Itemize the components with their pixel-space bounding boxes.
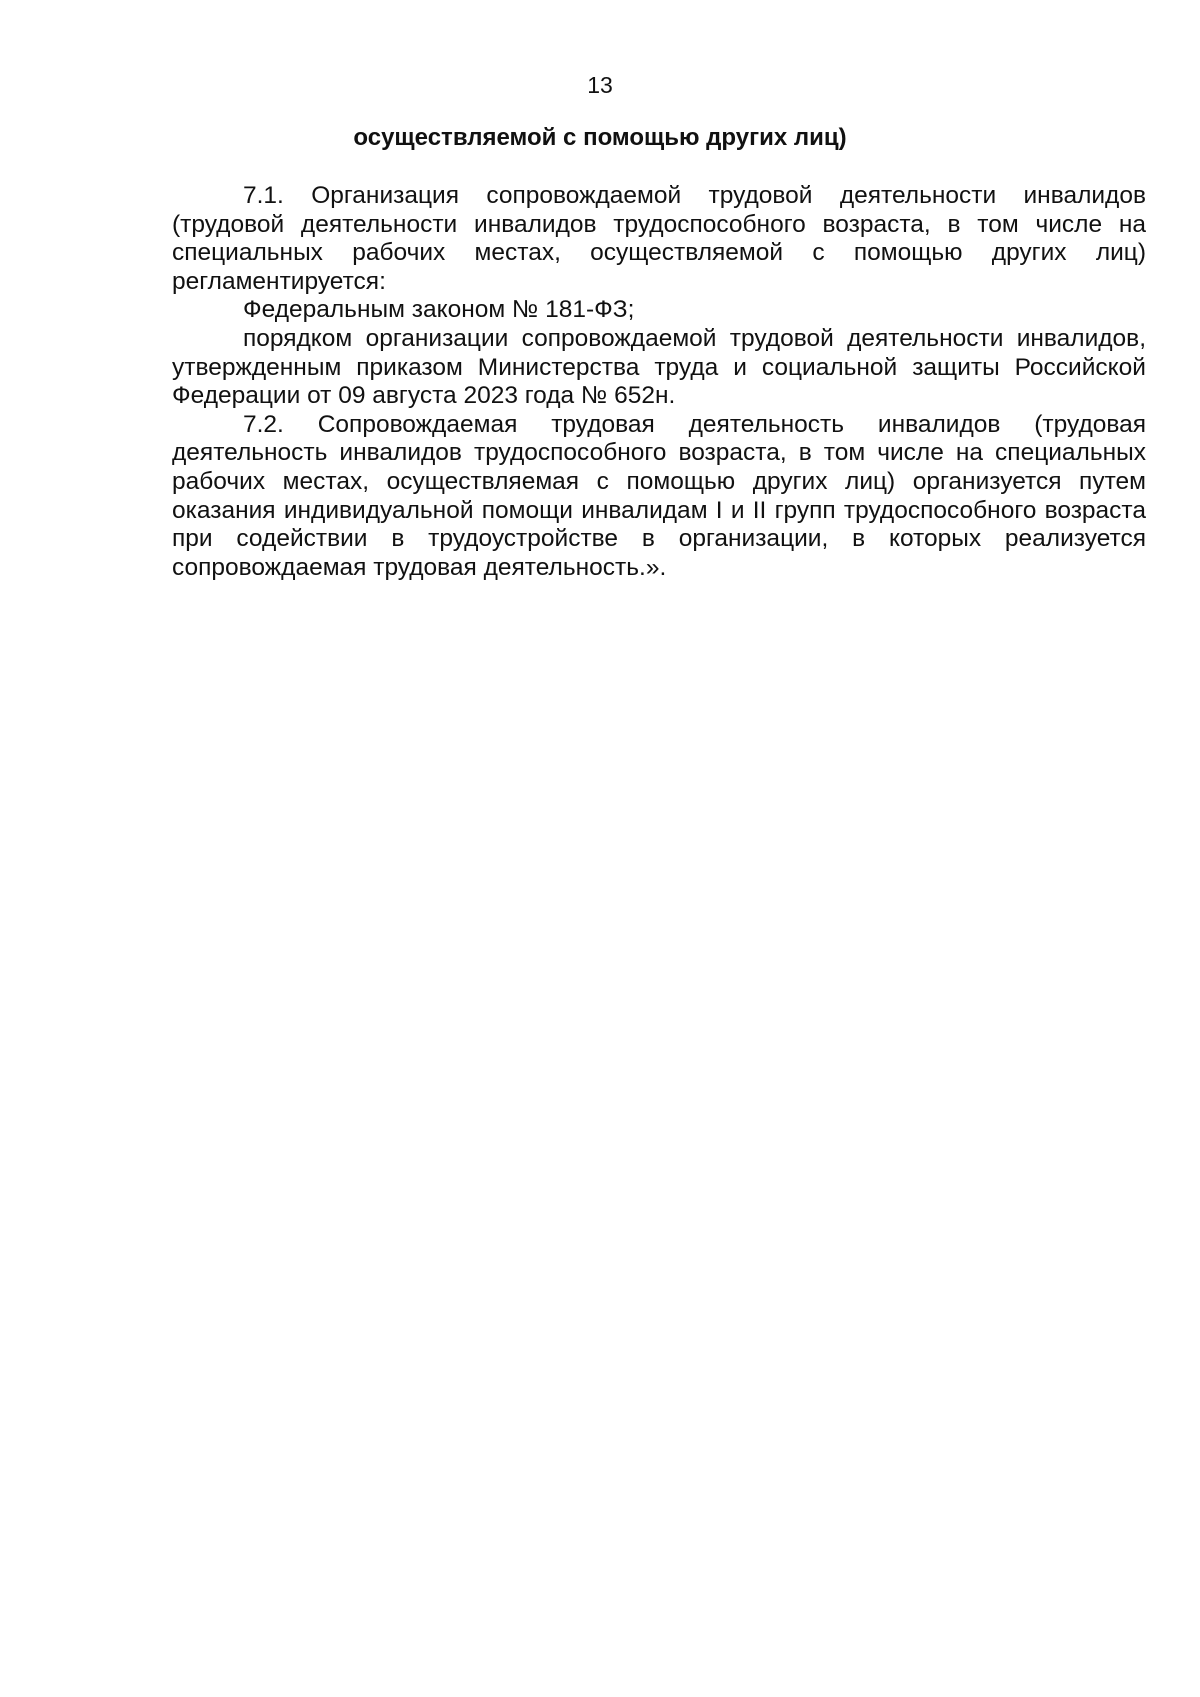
paragraph-federal-law: Федеральным законом № 181-ФЗ; bbox=[243, 296, 635, 324]
paragraph-ministry-order: порядком организации сопровождаемой трудовой деятельности инвалидов, утвержденным приказом Министерства труда и социальной защиты Российской Федерации от 09 августа 2023 года № 652н. bbox=[172, 324, 1146, 410]
paragraph-7-1: 7.1. Организация сопровождаемой трудовой деятельности инвалидов (трудовой деятельности инвалидов трудоспособного возраста, в том числе на специальных рабочих местах, осуществляемой с помощью других лиц) регламентируется: bbox=[172, 182, 1146, 295]
document-body bbox=[172, 182, 1146, 582]
section-heading: осуществляемой с помощью других лиц) bbox=[353, 124, 847, 151]
page-number: 13 bbox=[587, 72, 613, 98]
paragraph-7-2: 7.2. Сопровождаемая трудовая деятельность инвалидов (трудовая деятельность инвалидов трудоспособного возраста, в том числе на специальных рабочих местах, осуществляемая с помощью других лиц) организуется путем оказания индивидуальной помощи инвалидам I и II групп трудоспособного возраста при содействии в трудоустройстве в организации, в которых реализуется сопровождаемая трудовая деятельность.». bbox=[172, 410, 1146, 581]
